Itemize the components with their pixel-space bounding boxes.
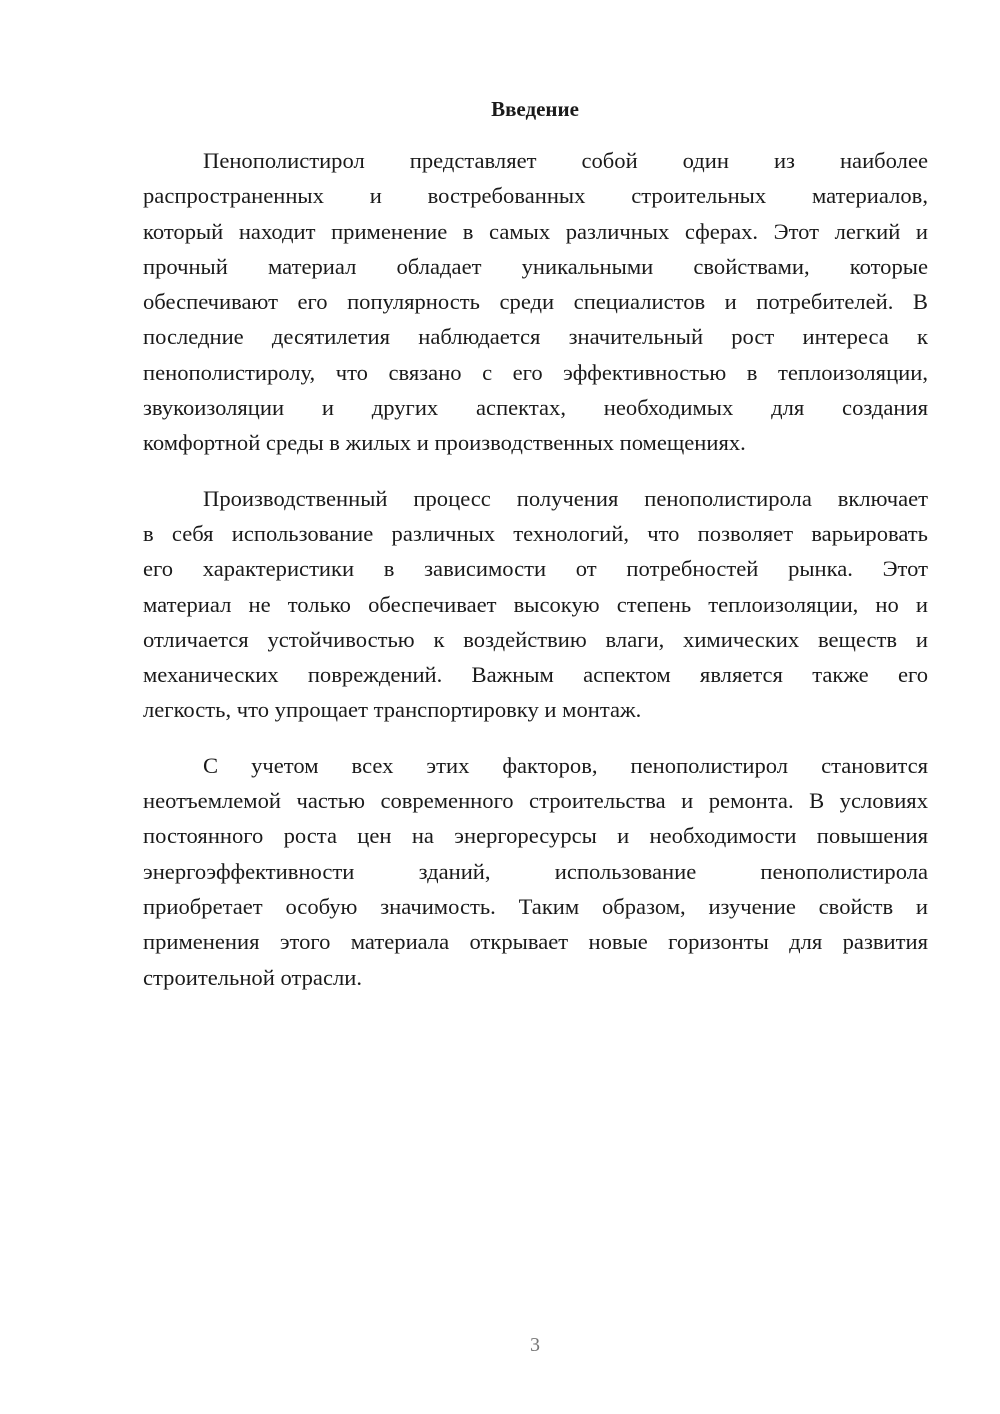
text-line: звукоизоляции и других аспектах, необходимых для создания — [143, 395, 928, 421]
text-line: в себя использование различных технологий, что позволяет варьировать — [143, 520, 928, 546]
text-line: строительной отрасли. — [143, 964, 362, 990]
paragraph — [143, 481, 928, 728]
text-line: Производственный процесс получения пенополистирола включает — [203, 485, 928, 511]
paragraph — [143, 143, 928, 461]
text-line: пенополистиролу, что связано с его эффективностью в теплоизоляции, — [143, 359, 928, 385]
text-line: его характеристики в зависимости от потребностей рынка. Этот — [143, 556, 928, 582]
text-line: неотъемлемой частью современного строительства и ремонта. В условиях — [143, 788, 928, 814]
text-line: комфортной среды в жилых и производственных помещениях. — [143, 430, 746, 456]
text-line: применения этого материала открывает новые горизонты для развития — [143, 929, 928, 955]
text-line: который находит применение в самых различных сферах. Этот легкий и — [143, 218, 928, 244]
text-line: отличается устойчивостью к воздействию влаги, химических веществ и — [143, 626, 928, 652]
text-line: прочный материал обладает уникальными свойствами, которые — [143, 253, 928, 279]
text-line: Пенополистирол представляет собой один из наиболее — [203, 148, 928, 173]
text-line: легкость, что упрощает транспортировку и монтаж. — [143, 697, 642, 723]
document-body — [143, 143, 928, 1015]
text-line: механических повреждений. Важным аспектом является также его — [143, 662, 928, 688]
paragraph — [143, 748, 928, 995]
text-line: приобретает особую значимость. Таким образом, изучение свойств и — [143, 893, 928, 919]
text-line: энергоэффективности зданий, использование пенополистирола — [143, 858, 928, 884]
text-line: материал не только обеспечивает высокую степень теплоизоляции, но и — [143, 591, 928, 617]
page-title: Введение — [491, 97, 579, 121]
text-line: С учетом всех этих факторов, пенополистирол становится — [203, 752, 928, 778]
text-line: распространенных и востребованных строительных материалов, — [143, 183, 928, 209]
text-line: последние десятилетия наблюдается значительный рост интереса к — [143, 324, 928, 350]
text-line: обеспечивают его популярность среди специалистов и потребителей. В — [143, 289, 928, 315]
page-number: 3 — [530, 1334, 540, 1356]
text-line: постоянного роста цен на энергоресурсы и необходимости повышения — [143, 823, 928, 849]
